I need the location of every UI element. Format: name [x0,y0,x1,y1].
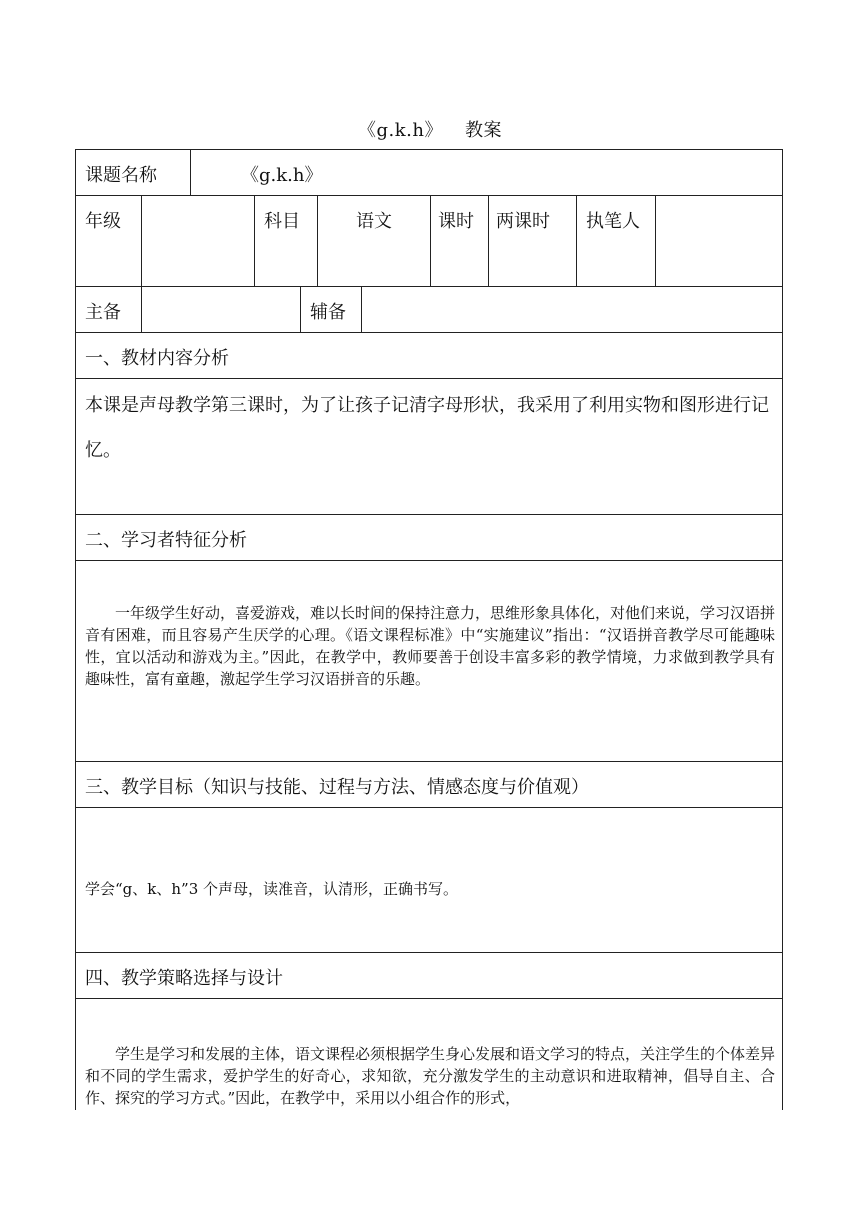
grade-label: 年级 [76,196,142,286]
section-text-teaching-goals: 学会“g、k、h”3 个声母，读准音，认清形，正确书写。 [85,880,459,898]
section-text-content-analysis: 本课是声母教学第三课时，为了让孩子记清字母形状，我采用了利用实物和图形进行记忆。 [85,395,769,461]
topic-value: 《g.k.h》 [241,165,323,186]
section-header [76,515,782,561]
document-title [0,116,860,142]
row-topic [76,150,782,196]
section-heading-strategy: 四、教学策略选择与设计 [85,968,283,989]
section-heading-learner-analysis: 二、学习者特征分析 [85,530,247,551]
section-heading-content-analysis: 一、教材内容分析 [85,348,229,369]
assist-prep-value [362,287,782,332]
title-suffix: 教案 [464,120,502,141]
grade-value [142,196,255,286]
subject-value: 语文 [318,196,431,286]
section-text-strategy: 学生是学习和发展的主体，语文课程必须根据学生身心发展和语文学习的特点，关注学生的个体差异和不同的学生需求，爱护学生的好奇心，求知欲，充分激发学生的主动意识和进取精神，倡导自主、合作、探究的学习方式。”因此，在教学中，采用以小组合作的形式， [85,1045,776,1107]
author-label: 执笔人 [577,196,656,286]
section-header [76,762,782,808]
topic-label: 课题名称 [76,150,191,195]
section-body [76,999,782,1110]
row-prep [76,287,782,333]
section-header [76,333,782,379]
author-value [656,196,782,286]
period-value: 两课时 [489,196,577,286]
row-info [76,196,782,287]
period-label: 课时 [431,196,489,286]
section-text-learner-analysis: 一年级学生好动，喜爱游戏，难以长时间的保持注意力，思维形象具体化，对他们来说，学习汉语拼音有困难，而且容易产生厌学的心理。《语文课程标准》中“实施建议”指出：“汉语拼音教学尽可能趣味性，宜以活动和游戏为主。”因此，在教学中，教师要善于创设丰富多彩的教学情境，力求做到教学具有趣味性，富有童趣，激起学生学习汉语拼音的乐趣。 [85,604,776,688]
main-prep-value [142,287,301,332]
assist-prep-label: 辅备 [301,287,362,332]
section-body [76,561,782,762]
title-main: 《g.k.h》 [358,120,443,141]
section-body [76,379,782,515]
section-body [76,808,782,953]
section-heading-teaching-goals: 三、教学目标（知识与技能、过程与方法、情感态度与价值观） [85,777,589,798]
lesson-plan-table [75,149,783,1110]
main-prep-label: 主备 [76,287,142,332]
section-header [76,953,782,999]
subject-label: 科目 [255,196,318,286]
